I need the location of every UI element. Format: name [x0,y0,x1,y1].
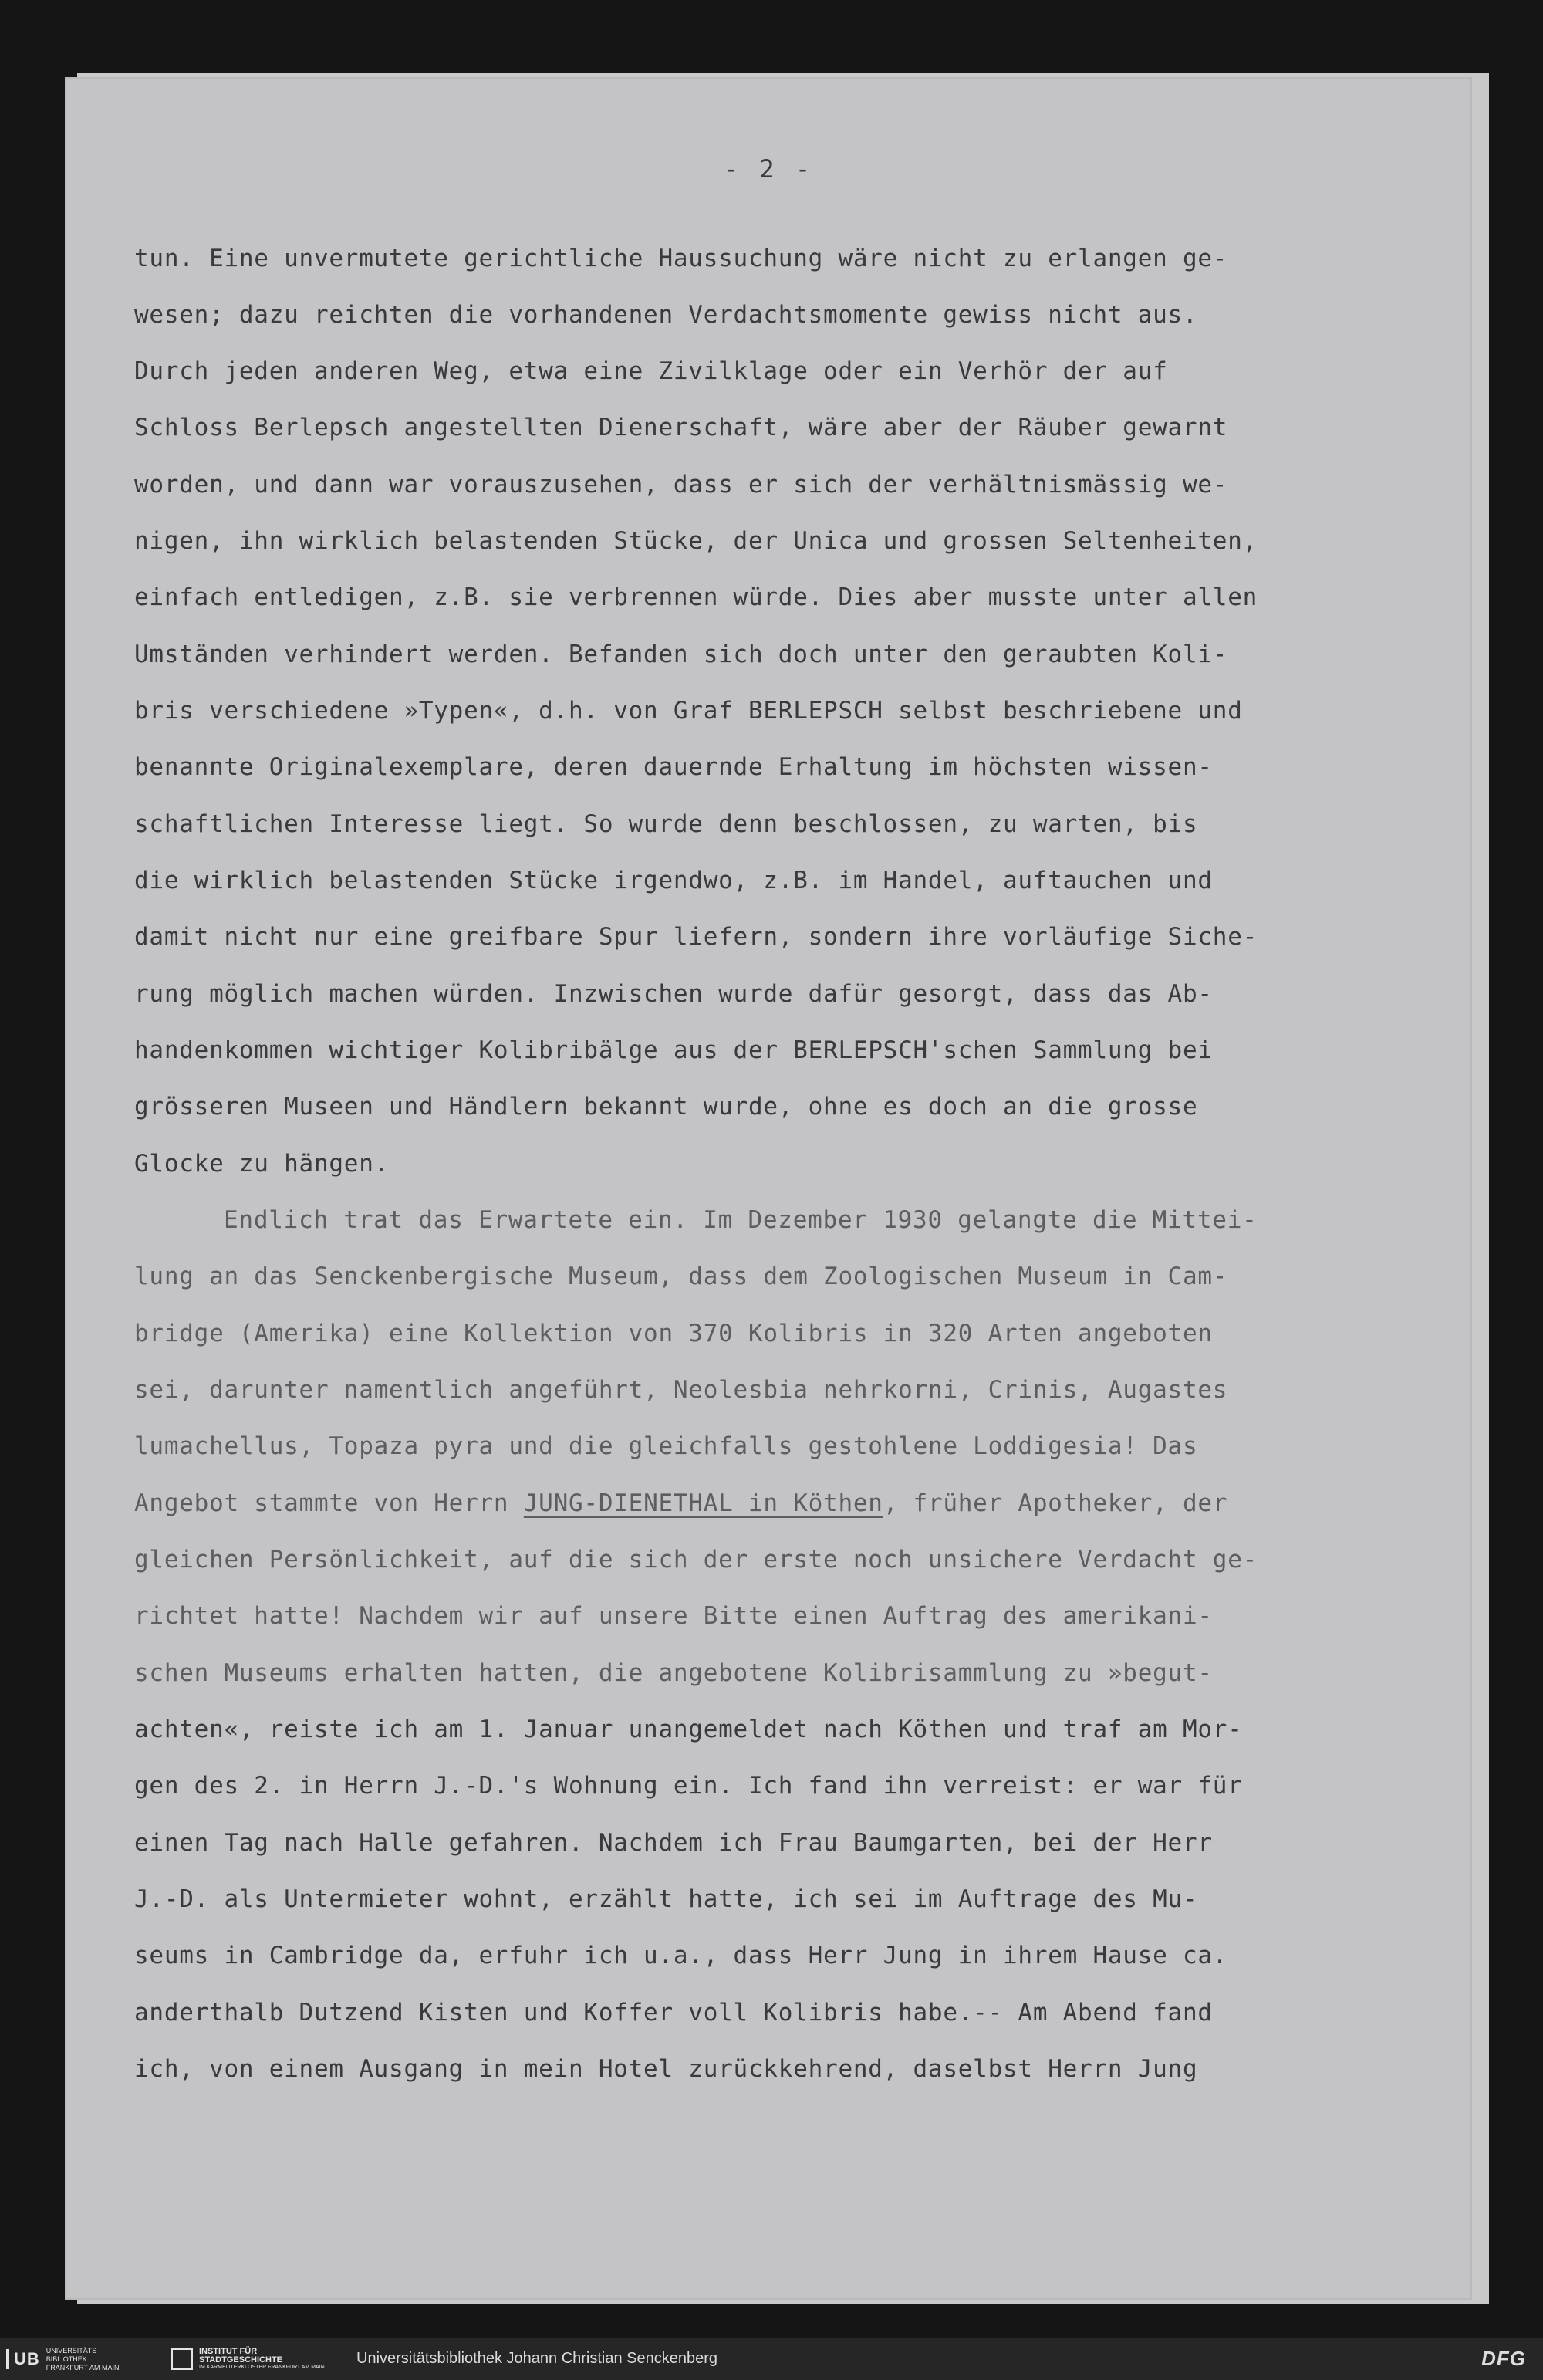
text-line: anderthalb Dutzend Kisten und Koffer voll Kolibris habe.-- Am Abend fand [134,1999,1213,2027]
text-line: Glocke zu hängen. [134,1150,390,1178]
isg-emblem-icon [171,2348,193,2370]
text-line: gleichen Persönlichkeit, auf die sich der erste noch unsichere Verdacht ge- [134,1546,1258,1574]
text-line: die wirklich belastenden Stücke irgendwo, z.B. im Handel, auftauchen und [134,867,1213,894]
text-line: achten«, reiste ich am 1. Januar unangemeldet nach Köthen und traf am Mor- [134,1716,1243,1743]
text-line: bridge (Amerika) eine Kollektion von 370 Kolibris in 320 Arten angeboten [134,1320,1213,1347]
text-line: J.-D. als Untermieter wohnt, erzählt hatte, ich sei im Auftrage des Mu- [134,1885,1198,1913]
text-line: ich, von einem Ausgang in mein Hotel zurückkehrend, daselbst Herrn Jung [134,2055,1198,2083]
text-line: lung an das Senckenbergische Museum, dass dem Zoologischen Museum in Cam- [134,1263,1228,1290]
text-line: Umständen verhindert werden. Befanden sich doch unter den geraubten Koli- [134,641,1228,668]
text-line: Schloss Berlepsch angestellten Dienerschaft, wäre aber der Räuber gewarnt [134,414,1228,441]
text-line: sei, darunter namentlich angeführt, Neolesbia nehrkorni, Crinis, Augastes [134,1376,1228,1404]
text-segment: Angebot stammte von Herrn [134,1489,524,1517]
text-line: richtet hatte! Nachdem wir auf unsere Bitte einen Auftrag des amerikani- [134,1602,1213,1630]
text-line: benannte Originalexemplare, deren dauernde Erhaltung im höchsten wissen- [134,753,1213,781]
library-caption: Universitätsbibliothek Johann Christian Senckenberg [356,2350,718,2367]
isg-name [199,2348,330,2371]
text-line: wesen; dazu reichten die vorhandenen Verdachtsmomente gewiss nicht aus. [134,301,1198,329]
text-line: nigen, ihn wirklich belastenden Stücke, der Unica und grossen Seltenheiten, [134,527,1258,555]
text-line: seums in Cambridge da, erfuhr ich u.a., dass Herr Jung in ihrem Hause ca. [134,1942,1228,1969]
text-line: grösseren Museen und Händlern bekannt wurde, ohne es doch an die grosse [134,1093,1198,1121]
text-line: gen des 2. in Herrn J.-D.'s Wohnung ein. Ich fand ihn verreist: er war für [134,1772,1243,1800]
page-number: - 2 - [723,154,814,184]
text-line: tun. Eine unvermutete gerichtliche Haussuchung wäre nicht zu erlangen ge- [134,245,1228,272]
isg-subtitle: IM KARMELITERKLOSTER FRANKFURT AM MAIN [199,2365,325,2370]
viewer-footer [0,2338,1543,2380]
ub-mark: UB [6,2349,40,2369]
text-line: bris verschiedene »Typen«, d.h. von Graf BERLEPSCH selbst beschriebene und [134,697,1243,725]
document-page [65,77,1472,2300]
text-line: Durch jeden anderen Weg, etwa eine Zivilklage oder ein Verhör der auf [134,357,1168,385]
isg-logo[interactable] [171,2345,330,2373]
text-line: rung möglich machen würden. Inzwischen wurde dafür gesorgt, dass das Ab- [134,980,1213,1008]
text-line: worden, und dann war vorauszusehen, dass er sich der verhältnismässig we- [134,471,1228,499]
text-segment: , früher Apotheker, der [883,1489,1228,1517]
text-line: einfach entledigen, z.B. sie verbrennen würde. Dies aber musste unter allen [134,583,1258,611]
ub-name: UNIVERSITÄTS BIBLIOTHEK FRANKFURT AM MAIN [46,2346,120,2372]
underlined-name: JUNG-DIENETHAL in Köthen [523,1489,883,1517]
text-line: lumachellus, Topaza pyra und die gleichfalls gestohlene Loddigesia! Das [134,1432,1198,1460]
text-line: damit nicht nur eine greifbare Spur liefern, sondern ihre vorläufige Siche- [134,923,1258,951]
text-line: schen Museums erhalten hatten, die angebotene Kolibrisammlung zu »begut- [134,1659,1213,1687]
text-line: Endlich trat das Erwartete ein. Im Dezember 1930 gelangte die Mittei- [224,1206,1258,1234]
text-line: schaftlichen Interesse liegt. So wurde denn beschlossen, zu warten, bis [134,810,1198,838]
dfg-logo[interactable]: DFG [1481,2347,1526,2370]
text-line: handenkommen wichtiger Kolibribälge aus der BERLEPSCH'schen Sammlung bei [134,1036,1213,1064]
text-line: einen Tag nach Halle gefahren. Nachdem ich Frau Baumgarten, bei der Herr [134,1829,1213,1857]
text-line-underlined [134,1488,1227,1519]
ub-logo[interactable] [6,2345,123,2373]
isg-title: INSTITUT FÜR STADTGESCHICHTE [199,2347,282,2365]
